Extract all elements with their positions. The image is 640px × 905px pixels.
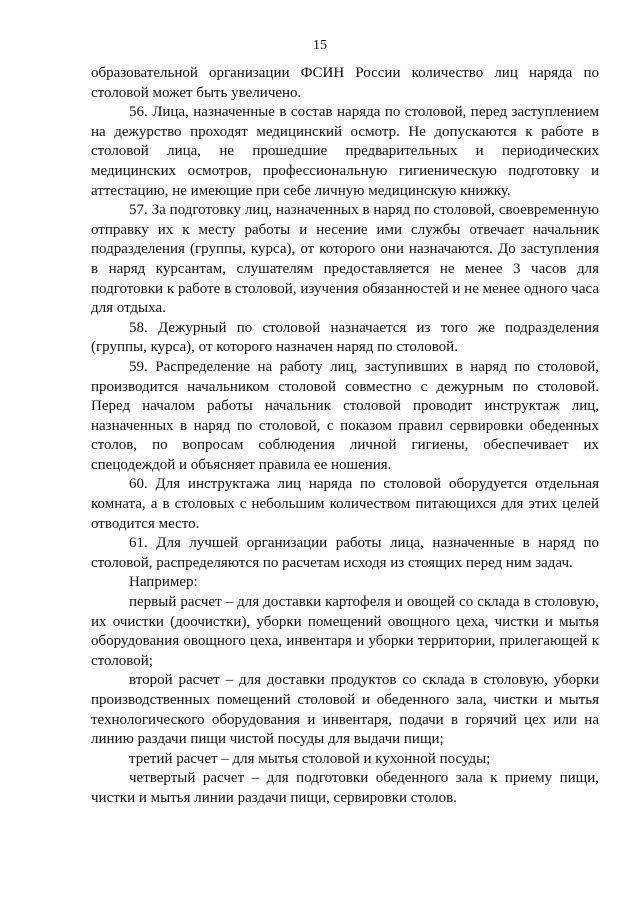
- paragraph-61: 61. Для лучшей организации работы лица, назначенные в наряд по столовой, распределяются по расчетам исходя из стоящих перед ним задач.: [91, 535, 599, 571]
- paragraph-first-calculation: первый расчет – для доставки картофеля и овощей со склада в столовую, их очистки (доочистки), уборки помещений овощного цеха, чистки и мытья оборудования овощного цеха, инвентаря и уборки территории, прилегающей к столовой;: [91, 594, 599, 669]
- paragraph-fourth-calculation: четвертый расчет – для подготовки обеденного зала к приему пищи, чистки и мытья линии раздачи пищи, сервировки столов.: [91, 770, 599, 806]
- paragraph-59: 59. Распределение на работу лиц, заступивших в наряд по столовой, производится начальником столовой совместно с дежурным по столовой. Перед началом работы начальник столовой проводит инструктаж лиц, назначенных в наряд по столовой, с показом правил сервировки обеденных столов, по вопросам соблюдения личной гигиены, обеспечивает их спецодеждой и объясняет правила ее ношения.: [91, 358, 599, 473]
- paragraph-57: 57. За подготовку лиц, назначенных в наряд по столовой, своевременную отправку их к месту работы и несение ими службы отвечает начальник подразделения (группы, курса), от которого они назначаются. До заступления в наряд курсантам, слушателям предоставляется не менее 3 часов для подготовки к работе в столовой, изучения обязанностей и не менее одного часа для отдыха.: [91, 202, 599, 317]
- paragraph-second-calculation: второй расчет – для доставки продуктов со склада в столовую, уборки производственных помещений столовой и обеденного зала, чистки и мытья технологического оборудования и инвентаря, подачи в горячий цех или на линию раздачи пищи чистой посуды для выдачи пищи;: [91, 672, 599, 748]
- paragraph-third-calculation: третий расчет – для мытья столовой и кухонной посуды;: [129, 750, 491, 767]
- page-number: 15: [313, 38, 327, 53]
- paragraph-example: Например:: [129, 574, 198, 591]
- paragraph-58: 58. Дежурный по столовой назначается из того же подразделения (группы, курса), от которого назначен наряд по столовой.: [91, 319, 599, 356]
- document-body: [91, 64, 599, 809]
- paragraph-continuation: образовательной организации ФСИН России количество лиц наряда по столовой может быть увеличено.: [91, 65, 599, 101]
- paragraph-56: 56. Лица, назначенные в состав наряда по столовой, перед заступлением на дежурство проходят медицинский осмотр. Не допускаются к работе в столовой лица, не прошедшие предварительных и периодических медицинских осмотров, профессиональную гигиеническую подготовку и аттестацию, не имеющие при себе личную медицинскую книжку.: [91, 104, 599, 199]
- paragraph-60: 60. Для инструктажа лиц наряда по столовой оборудуется отдельная комната, а в столовых с небольшим количеством питающихся для этих целей отводится место.: [91, 476, 599, 532]
